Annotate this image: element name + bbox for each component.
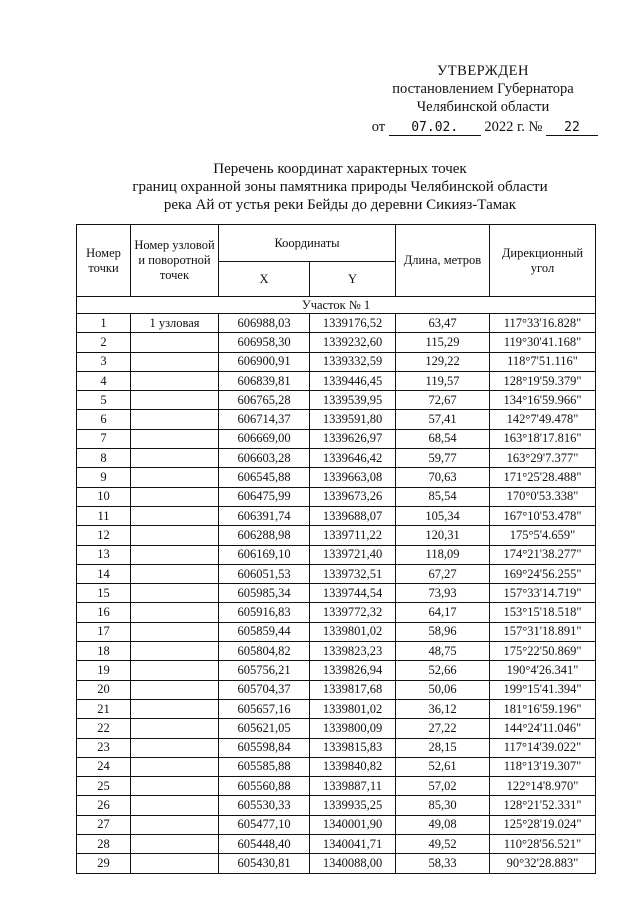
length-cell: 120,31 [396,526,490,545]
table-row [77,429,596,448]
table-row [77,545,596,564]
point-number-cell: 21 [77,699,131,718]
y-cell: 1339711,22 [310,526,396,545]
section-label: Участок № 1 [77,297,596,314]
y-cell: 1339646,42 [310,449,396,468]
node-cell [131,642,219,661]
y-cell: 1340088,00 [310,854,396,873]
length-cell: 129,22 [396,352,490,371]
x-cell: 606900,91 [219,352,310,371]
node-cell [131,738,219,757]
y-cell: 1339446,45 [310,371,396,390]
header-x: X [219,262,310,297]
x-cell: 605585,88 [219,757,310,776]
point-number-cell: 28 [77,835,131,854]
angle-cell: 117°14'39.022" [490,738,596,757]
angle-cell: 125°28'19.024" [490,815,596,834]
node-cell [131,661,219,680]
length-cell: 52,66 [396,661,490,680]
x-cell: 605598,84 [219,738,310,757]
length-cell: 28,15 [396,738,490,757]
angle-cell: 163°18'17.816" [490,429,596,448]
y-cell: 1339732,51 [310,564,396,583]
y-cell: 1339801,02 [310,699,396,718]
node-cell [131,757,219,776]
node-cell [131,487,219,506]
y-cell: 1340041,71 [310,835,396,854]
node-cell [131,449,219,468]
x-cell: 605477,10 [219,815,310,834]
node-cell [131,410,219,429]
x-cell: 606603,28 [219,449,310,468]
angle-cell: 181°16'59.196" [490,699,596,718]
point-number-cell: 3 [77,352,131,371]
length-cell: 64,17 [396,603,490,622]
table-row [77,410,596,429]
y-cell: 1339539,95 [310,391,396,410]
title-line-1: Перечень координат характерных точек [213,161,467,177]
y-cell: 1339591,80 [310,410,396,429]
node-cell [131,796,219,815]
point-number-cell: 25 [77,777,131,796]
length-cell: 118,09 [396,545,490,564]
x-cell: 606475,99 [219,487,310,506]
table-row [77,738,596,757]
length-cell: 48,75 [396,642,490,661]
length-cell: 63,47 [396,314,490,333]
angle-cell: 134°16'59.966" [490,391,596,410]
approval-date: 07.02. [389,120,481,136]
node-cell [131,777,219,796]
length-cell: 58,96 [396,622,490,641]
y-cell: 1339826,94 [310,661,396,680]
y-cell: 1339688,07 [310,506,396,525]
x-cell: 606545,88 [219,468,310,487]
y-cell: 1339673,26 [310,487,396,506]
x-cell: 606714,37 [219,410,310,429]
length-cell: 119,57 [396,371,490,390]
node-cell [131,835,219,854]
table-row [77,642,596,661]
node-cell [131,391,219,410]
header-coordinates: Координаты [219,225,396,262]
document-title [60,160,620,214]
y-cell: 1339744,54 [310,584,396,603]
length-cell: 58,33 [396,854,490,873]
table-row [77,622,596,641]
table-row [77,854,596,873]
point-number-cell: 15 [77,584,131,603]
approval-number: 22 [546,120,598,136]
node-cell [131,584,219,603]
angle-cell: 90°32'28.883" [490,854,596,873]
from-label: от [371,119,386,135]
y-cell: 1339176,52 [310,314,396,333]
point-number-cell: 2 [77,333,131,352]
table-row [77,352,596,371]
node-cell [131,699,219,718]
table-row [77,584,596,603]
x-cell: 606765,28 [219,391,310,410]
y-cell: 1339721,40 [310,545,396,564]
y-cell: 1339801,02 [310,622,396,641]
length-cell: 59,77 [396,449,490,468]
x-cell: 606988,03 [219,314,310,333]
table-row [77,680,596,699]
table-row [77,661,596,680]
length-cell: 105,34 [396,506,490,525]
x-cell: 605621,05 [219,719,310,738]
length-cell: 68,54 [396,429,490,448]
header-length: Длина, метров [396,225,490,297]
point-number-cell: 12 [77,526,131,545]
length-cell: 36,12 [396,699,490,718]
angle-cell: 118°7'51.116" [490,352,596,371]
title-line-2: границ охранной зоны памятника природы Челябинской области [132,179,548,195]
angle-cell: 122°14'8.970" [490,777,596,796]
node-cell [131,545,219,564]
y-cell: 1339332,59 [310,352,396,371]
x-cell: 606169,10 [219,545,310,564]
point-number-cell: 7 [77,429,131,448]
node-cell [131,429,219,448]
angle-cell: 171°25'28.488" [490,468,596,487]
node-cell [131,815,219,834]
node-cell: 1 узловая [131,314,219,333]
length-cell: 70,63 [396,468,490,487]
x-cell: 605859,44 [219,622,310,641]
angle-cell: 128°19'59.379" [490,371,596,390]
x-cell: 605985,34 [219,584,310,603]
table-row [77,391,596,410]
table-row [77,796,596,815]
table-row [77,449,596,468]
table-row [77,468,596,487]
node-cell [131,506,219,525]
angle-cell: 118°13'19.307" [490,757,596,776]
length-cell: 57,41 [396,410,490,429]
length-cell: 50,06 [396,680,490,699]
table-row [77,815,596,834]
point-number-cell: 27 [77,815,131,834]
point-number-cell: 24 [77,757,131,776]
angle-cell: 174°21'38.277" [490,545,596,564]
table-row [77,506,596,525]
y-cell: 1339815,83 [310,738,396,757]
x-cell: 606391,74 [219,506,310,525]
angle-cell: 128°21'52.331" [490,796,596,815]
y-cell: 1339232,60 [310,333,396,352]
node-cell [131,333,219,352]
point-number-cell: 19 [77,661,131,680]
coordinates-table [76,224,596,874]
header-y: Y [310,262,396,297]
node-cell [131,468,219,487]
x-cell: 606288,98 [219,526,310,545]
point-number-cell: 5 [77,391,131,410]
point-number-cell: 20 [77,680,131,699]
y-cell: 1340001,90 [310,815,396,834]
table-row [77,757,596,776]
approval-dateline [368,118,598,136]
angle-cell: 119°30'41.168" [490,333,596,352]
node-cell [131,352,219,371]
point-number-cell: 9 [77,468,131,487]
x-cell: 606958,30 [219,333,310,352]
table-row [77,699,596,718]
point-number-cell: 1 [77,314,131,333]
angle-cell: 110°28'56.521" [490,835,596,854]
x-cell: 605530,33 [219,796,310,815]
table-row [77,835,596,854]
table-row [77,603,596,622]
length-cell: 72,67 [396,391,490,410]
table-row [77,526,596,545]
point-number-cell: 29 [77,854,131,873]
year-label: 2022 г. № [484,119,543,135]
angle-cell: 167°10'53.478" [490,506,596,525]
node-cell [131,564,219,583]
node-cell [131,603,219,622]
point-number-cell: 14 [77,564,131,583]
angle-cell: 163°29'7.377" [490,449,596,468]
x-cell: 605560,88 [219,777,310,796]
table-row [77,564,596,583]
y-cell: 1339840,82 [310,757,396,776]
approval-block [368,62,598,136]
table-row [77,371,596,390]
node-cell [131,680,219,699]
y-cell: 1339887,11 [310,777,396,796]
approval-line-region: Челябинской области [416,99,550,115]
approval-heading: УТВЕРЖДЕН [437,63,529,79]
x-cell: 606669,00 [219,429,310,448]
angle-cell: 157°33'14.719" [490,584,596,603]
y-cell: 1339800,09 [310,719,396,738]
y-cell: 1339663,08 [310,468,396,487]
table-row [77,777,596,796]
point-number-cell: 18 [77,642,131,661]
x-cell: 605448,40 [219,835,310,854]
angle-cell: 175°22'50.869" [490,642,596,661]
point-number-cell: 10 [77,487,131,506]
length-cell: 52,61 [396,757,490,776]
y-cell: 1339817,68 [310,680,396,699]
table-row [77,333,596,352]
angle-cell: 190°4'26.341" [490,661,596,680]
y-cell: 1339772,32 [310,603,396,622]
y-cell: 1339935,25 [310,796,396,815]
length-cell: 57,02 [396,777,490,796]
x-cell: 605756,21 [219,661,310,680]
header-node: Номер узловой и поворотной точек [131,225,219,297]
node-cell [131,719,219,738]
angle-cell: 157°31'18.891" [490,622,596,641]
point-number-cell: 13 [77,545,131,564]
y-cell: 1339626,97 [310,429,396,448]
point-number-cell: 8 [77,449,131,468]
x-cell: 605657,16 [219,699,310,718]
length-cell: 85,30 [396,796,490,815]
point-number-cell: 26 [77,796,131,815]
length-cell: 85,54 [396,487,490,506]
point-number-cell: 22 [77,719,131,738]
length-cell: 67,27 [396,564,490,583]
point-number-cell: 11 [77,506,131,525]
x-cell: 606051,53 [219,564,310,583]
length-cell: 49,52 [396,835,490,854]
point-number-cell: 16 [77,603,131,622]
length-cell: 49,08 [396,815,490,834]
x-cell: 605804,82 [219,642,310,661]
x-cell: 605430,81 [219,854,310,873]
angle-cell: 144°24'11.046" [490,719,596,738]
node-cell [131,371,219,390]
length-cell: 115,29 [396,333,490,352]
angle-cell: 117°33'16.828" [490,314,596,333]
angle-cell: 169°24'56.255" [490,564,596,583]
table-row [77,719,596,738]
point-number-cell: 4 [77,371,131,390]
angle-cell: 170°0'53.338" [490,487,596,506]
approval-line-governor: постановлением Губернатора [392,81,574,97]
point-number-cell: 17 [77,622,131,641]
table-row [77,314,596,333]
x-cell: 605704,37 [219,680,310,699]
header-point-no: Номер точки [77,225,131,297]
x-cell: 606839,81 [219,371,310,390]
point-number-cell: 6 [77,410,131,429]
node-cell [131,854,219,873]
angle-cell: 153°15'18.518" [490,603,596,622]
y-cell: 1339823,23 [310,642,396,661]
point-number-cell: 23 [77,738,131,757]
header-angle: Дирекционный угол [490,225,596,297]
node-cell [131,526,219,545]
table-row [77,487,596,506]
x-cell: 605916,83 [219,603,310,622]
length-cell: 73,93 [396,584,490,603]
length-cell: 27,22 [396,719,490,738]
node-cell [131,622,219,641]
angle-cell: 142°7'49.478" [490,410,596,429]
angle-cell: 175°5'4.659" [490,526,596,545]
angle-cell: 199°15'41.394" [490,680,596,699]
title-line-3: река Ай от устья реки Бейды до деревни Сикияз-Тамак [163,197,517,213]
